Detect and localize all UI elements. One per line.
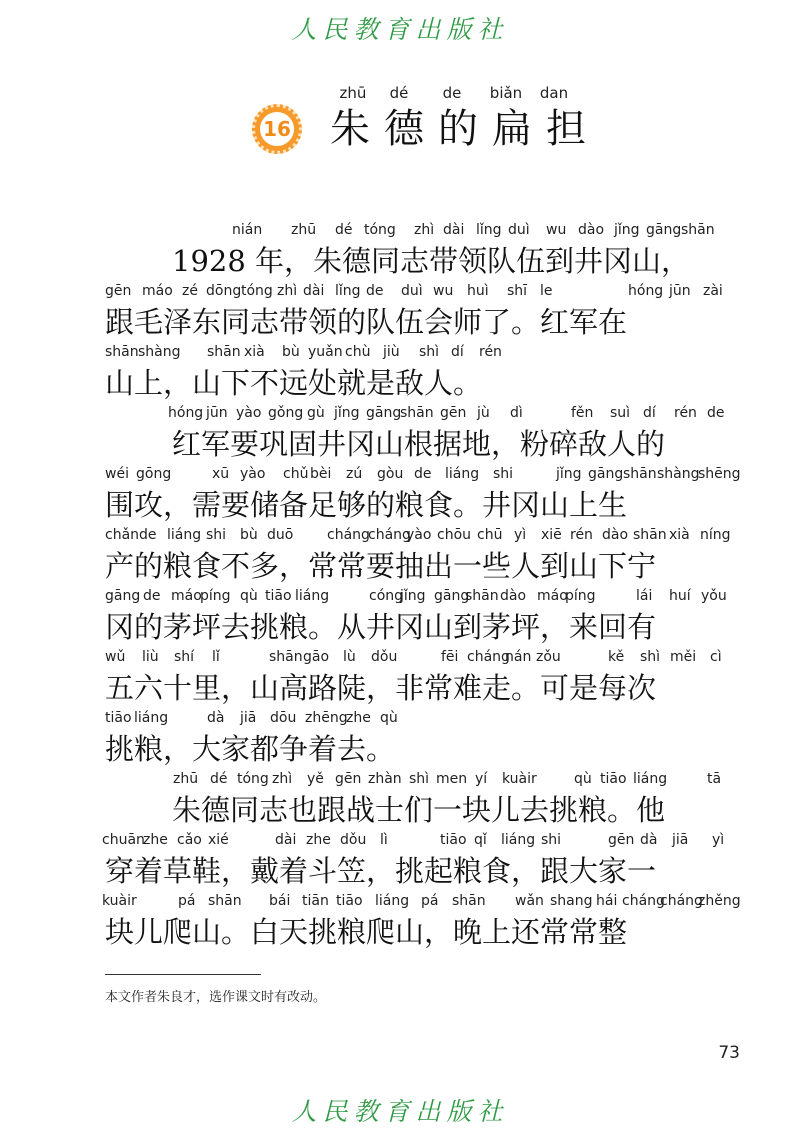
pinyin: dài <box>443 222 465 238</box>
pinyin: zú <box>346 466 363 482</box>
text-line <box>0 832 800 894</box>
pinyin: yì <box>514 527 527 543</box>
pinyin: zài <box>703 283 723 299</box>
pinyin: shān <box>681 222 715 238</box>
pinyin: lù <box>343 649 356 665</box>
text-line <box>0 588 800 650</box>
pinyin: shi <box>541 832 562 848</box>
pinyin: hóng <box>168 405 204 421</box>
pinyin-row <box>0 344 800 364</box>
pinyin: cháng <box>327 527 370 543</box>
hanzi-row: 穿着草鞋，戴着斗笠，挑起粮食，跟大家一 <box>105 854 657 888</box>
pinyin: de <box>707 405 725 421</box>
pinyin: wǔ <box>105 649 126 665</box>
pinyin: gǒng <box>268 405 304 421</box>
pinyin-row <box>0 649 800 669</box>
pinyin-row <box>0 771 800 791</box>
pinyin: tiāo <box>265 588 292 604</box>
pinyin: tiāo <box>336 893 363 909</box>
pinyin: chǔ <box>283 466 309 482</box>
pinyin: rén <box>674 405 697 421</box>
pinyin: shān <box>207 344 241 360</box>
text-line <box>0 527 800 589</box>
pinyin: chuān <box>102 832 145 848</box>
pinyin: dài <box>275 832 297 848</box>
title-pinyin: dé <box>389 84 409 102</box>
pinyin: yí <box>475 771 488 787</box>
pinyin: máo <box>142 283 173 299</box>
pinyin-row <box>0 283 800 303</box>
pinyin: měi <box>670 649 697 665</box>
hanzi-row: 山上，山下不远处就是敌人。 <box>105 366 483 400</box>
pinyin-row <box>0 710 800 730</box>
pinyin: gāng <box>434 588 470 604</box>
pinyin: zhì <box>277 283 298 299</box>
pinyin: shān <box>623 466 657 482</box>
pinyin: pá <box>421 893 439 909</box>
pinyin: men <box>436 771 468 787</box>
pinyin: shì <box>409 771 430 787</box>
pinyin: dào <box>500 588 527 604</box>
pinyin: dōng <box>206 283 242 299</box>
pinyin: yào <box>236 405 262 421</box>
pinyin: shì <box>640 649 661 665</box>
pinyin: liáng <box>501 832 536 848</box>
pinyin: gāng <box>588 466 624 482</box>
pinyin: cháng <box>467 649 510 665</box>
pinyin: wéi <box>105 466 129 482</box>
pinyin: huí <box>669 588 691 604</box>
text-line <box>0 283 800 345</box>
pinyin: zhe <box>346 710 371 726</box>
text-line <box>0 405 800 467</box>
pinyin: xū <box>212 466 230 482</box>
pinyin: gēn <box>608 832 635 848</box>
pinyin: zhū <box>291 222 317 238</box>
pinyin: gēn <box>440 405 467 421</box>
pinyin: shān <box>452 893 486 909</box>
pinyin: shi <box>493 466 514 482</box>
pinyin: dí <box>451 344 464 360</box>
pinyin: jiù <box>383 344 400 360</box>
pinyin: zhēng <box>305 710 348 726</box>
pinyin: dì <box>510 405 523 421</box>
pinyin: cháng <box>368 527 411 543</box>
pinyin: shang <box>550 893 593 909</box>
pinyin: dào <box>602 527 629 543</box>
pinyin-row <box>0 405 800 425</box>
pinyin: chōu <box>437 527 472 543</box>
pinyin: nián <box>232 222 263 238</box>
hanzi-row: 冈的茅坪去挑粮。从井冈山到茅坪，来回有 <box>105 610 657 644</box>
pinyin: qù <box>574 771 592 787</box>
pinyin: huì <box>467 283 489 299</box>
pinyin: jǐng <box>400 588 426 604</box>
pinyin: nán <box>505 649 532 665</box>
pinyin: dà <box>640 832 658 848</box>
hanzi-row: 红军要巩固井冈山根据地，粉碎敌人的 <box>172 427 666 461</box>
pinyin: chù <box>345 344 371 360</box>
pinyin: xiē <box>541 527 562 543</box>
pinyin: duō <box>267 527 294 543</box>
pinyin: jǐng <box>614 222 640 238</box>
pinyin: tiān <box>302 893 329 909</box>
pinyin: qù <box>240 588 258 604</box>
pinyin: jǐng <box>556 466 582 482</box>
pinyin: gōng <box>136 466 172 482</box>
pinyin-row <box>0 527 800 547</box>
pinyin: dài <box>303 283 325 299</box>
pinyin: rén <box>479 344 502 360</box>
pinyin: máo <box>171 588 202 604</box>
publisher-watermark-top: 人民教育出版社 <box>291 15 509 44</box>
pinyin: shàng <box>138 344 181 360</box>
pinyin: lái <box>636 588 653 604</box>
title-pinyin: biǎn <box>489 84 523 102</box>
pinyin: jù <box>477 405 490 421</box>
pinyin: fēi <box>441 649 459 665</box>
title-pinyin: de <box>442 84 462 102</box>
pinyin: zhì <box>414 222 435 238</box>
pinyin: yào <box>406 527 432 543</box>
pinyin: shàng <box>657 466 700 482</box>
pinyin-row <box>0 832 800 852</box>
pinyin: tiāo <box>440 832 467 848</box>
pinyin: kuàir <box>102 893 137 909</box>
pinyin: fěn <box>571 405 594 421</box>
footnote-divider <box>105 974 261 975</box>
footnote: 本文作者朱良才，选作课文时有改动。 <box>105 990 327 1005</box>
hanzi-row: 块儿爬山。白天挑粮爬山，晚上还常常整 <box>105 915 628 949</box>
text-line <box>0 649 800 711</box>
pinyin: chū <box>477 527 503 543</box>
pinyin: tā <box>707 771 722 787</box>
pinyin: tóng <box>241 283 273 299</box>
pinyin: cóng <box>369 588 404 604</box>
pinyin: bù <box>282 344 300 360</box>
hanzi-row: 挑粮，大家都争着去。 <box>105 732 396 766</box>
text-line <box>0 710 800 772</box>
pinyin: xià <box>669 527 690 543</box>
hanzi-row: 跟毛泽东同志带领的队伍会师了。红军在 <box>105 305 628 339</box>
pinyin: dǒu <box>340 832 367 848</box>
pinyin: gù <box>307 405 325 421</box>
hanzi-row: 1928 年，朱德同志带领队伍到井冈山， <box>172 244 691 278</box>
pinyin: gēn <box>105 283 132 299</box>
pinyin: dí <box>643 405 656 421</box>
pinyin: zǒu <box>536 649 561 665</box>
pinyin: lǐng <box>335 283 361 299</box>
pinyin: lǐng <box>476 222 502 238</box>
pinyin: qù <box>380 710 398 726</box>
text-line <box>0 771 800 833</box>
pinyin: zhàn <box>368 771 402 787</box>
pinyin-row <box>0 893 800 913</box>
pinyin: shēng <box>698 466 741 482</box>
pinyin: de <box>414 466 432 482</box>
pinyin: shān <box>465 588 499 604</box>
pinyin: níng <box>700 527 731 543</box>
pinyin: kě <box>608 649 625 665</box>
hanzi-row: 产的粮食不多，常常要抽出一些人到山下宁 <box>105 549 657 583</box>
pinyin: pá <box>178 893 196 909</box>
pinyin: gāo <box>303 649 330 665</box>
pinyin: cì <box>710 649 722 665</box>
title-pinyin: dan <box>539 84 569 102</box>
pinyin: liù <box>142 649 159 665</box>
pinyin-row <box>0 222 800 242</box>
pinyin: xià <box>244 344 265 360</box>
text-line <box>0 222 800 284</box>
pinyin: shān <box>208 893 242 909</box>
pinyin: zhe <box>306 832 331 848</box>
pinyin: bù <box>240 527 258 543</box>
pinyin: dōu <box>270 710 297 726</box>
hanzi-row: 五六十里，山高路陡，非常难走。可是每次 <box>105 671 657 705</box>
pinyin: dǒu <box>371 649 398 665</box>
pinyin: píng <box>565 588 596 604</box>
lesson-number: 16 <box>260 112 294 146</box>
pinyin: gāng <box>105 588 141 604</box>
pinyin: chǎn <box>105 527 140 543</box>
pinyin: liáng <box>167 527 202 543</box>
pinyin: cǎo <box>177 832 202 848</box>
text-line <box>0 344 800 406</box>
pinyin: liáng <box>295 588 330 604</box>
pinyin: hái <box>596 893 618 909</box>
pinyin: le <box>540 283 553 299</box>
pinyin: shì <box>419 344 440 360</box>
pinyin-row <box>0 588 800 608</box>
pinyin: zhěng <box>698 893 741 909</box>
publisher-watermark-bottom: 人民教育出版社 <box>291 1097 509 1126</box>
pinyin: bái <box>269 893 291 909</box>
pinyin: píng <box>200 588 231 604</box>
pinyin: jūn <box>206 405 228 421</box>
pinyin: hóng <box>628 283 664 299</box>
pinyin: qǐ <box>474 832 487 848</box>
lesson-title-block <box>0 84 800 164</box>
pinyin: shān <box>269 649 303 665</box>
pinyin: shān <box>105 344 139 360</box>
pinyin: wu <box>546 222 567 238</box>
pinyin: zhū <box>173 771 199 787</box>
pinyin: yào <box>240 466 266 482</box>
pinyin: lǐ <box>212 649 220 665</box>
pinyin: tóng <box>364 222 396 238</box>
pinyin: yì <box>712 832 725 848</box>
text-line <box>0 466 800 528</box>
pinyin: zé <box>182 283 198 299</box>
pinyin: yǒu <box>701 588 727 604</box>
title-pinyin-row <box>0 84 800 104</box>
pinyin: gāng <box>366 405 402 421</box>
pinyin: dé <box>210 771 228 787</box>
pinyin: liáng <box>375 893 410 909</box>
pinyin: wǎn <box>515 893 544 909</box>
pinyin: gēn <box>335 771 362 787</box>
pinyin: máo <box>537 588 568 604</box>
pinyin: bèi <box>310 466 332 482</box>
pinyin: xié <box>208 832 229 848</box>
pinyin: shān <box>633 527 667 543</box>
pinyin: liáng <box>445 466 480 482</box>
pinyin: jǐng <box>334 405 360 421</box>
pinyin: dào <box>578 222 605 238</box>
pinyin: wu <box>433 283 454 299</box>
pinyin: de <box>143 588 161 604</box>
pinyin-row <box>0 466 800 486</box>
pinyin: tiāo <box>600 771 627 787</box>
pinyin: liáng <box>633 771 668 787</box>
pinyin: suì <box>610 405 631 421</box>
pinyin: cháng <box>660 893 703 909</box>
pinyin: jiā <box>240 710 257 726</box>
title-pinyin: zhū <box>339 84 367 102</box>
hanzi-row: 围攻，需要储备足够的粮食。井冈山上生 <box>105 488 628 522</box>
pinyin: gòu <box>377 466 404 482</box>
pinyin: jiā <box>672 832 689 848</box>
pinyin: lì <box>380 832 388 848</box>
pinyin: gāng <box>646 222 682 238</box>
pinyin: rén <box>570 527 593 543</box>
pinyin: shī <box>507 283 528 299</box>
hanzi-row: 朱德同志也跟战士们一块儿去挑粮。他 <box>172 793 666 827</box>
pinyin: de <box>139 527 157 543</box>
pinyin: duì <box>508 222 530 238</box>
pinyin: shān <box>400 405 434 421</box>
pinyin: tóng <box>237 771 269 787</box>
pinyin: yě <box>307 771 324 787</box>
pinyin: liáng <box>134 710 169 726</box>
pinyin: cháng <box>622 893 665 909</box>
pinyin: de <box>366 283 384 299</box>
pinyin: yuǎn <box>308 344 343 360</box>
lesson-number-badge <box>252 104 302 154</box>
page-number: 73 <box>718 1043 740 1063</box>
lesson-title: 朱德的扁担 <box>330 106 600 152</box>
pinyin: dé <box>335 222 353 238</box>
pinyin: kuàir <box>502 771 537 787</box>
pinyin: duì <box>401 283 423 299</box>
text-line <box>0 893 800 955</box>
pinyin: zhe <box>143 832 168 848</box>
pinyin: zhì <box>272 771 293 787</box>
pinyin: tiāo <box>105 710 132 726</box>
pinyin: shí <box>174 649 195 665</box>
pinyin: dà <box>207 710 225 726</box>
pinyin: jūn <box>669 283 691 299</box>
pinyin: shi <box>206 527 227 543</box>
